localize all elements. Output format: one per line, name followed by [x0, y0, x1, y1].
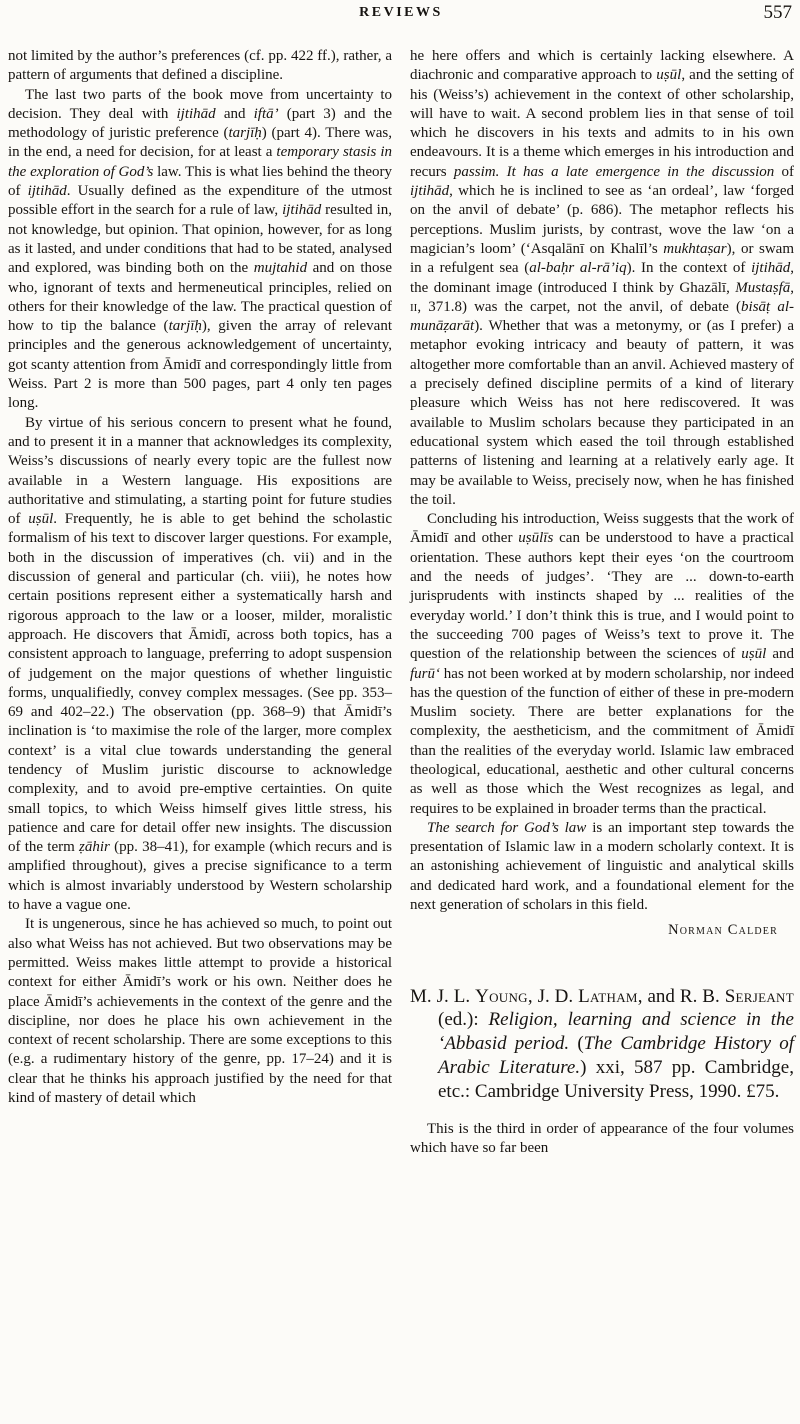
two-column-text-block	[8, 47, 794, 1158]
running-head-title: REVIEWS	[359, 5, 443, 20]
paragraph: The last two parts of the book move from uncertainty to decision. They deal with ijtihād and iftā’ (part 3) and the methodology of juristic preference (tarjīḥ) (part 4). There was, in the end, a need for decision, for at least a temporary stasis in the exploration of God’s law. This is what lies behind the theory of ijtihād. Usually defined as the expenditure of the utmost possible effort in the search for a rule of law, ijtihād resulted in, not knowledge, but opinion. That opinion, however, for as long as it lasted, and under conditions that had to be stated, analysed and explored, was binding both on the mujtahid and on those who, ignorant of texts and hermeneutical principles, relied on others for their knowledge of the law. The practical question of how to tip the balance (tarjīḥ), given the array of relevant principles and the generous acknowledgement of uncertainty, got scanty attention from Āmidī and correspondingly little from Weiss. Part 2 is more than 500 pages, part 4 only ten pages long.	[8, 86, 393, 412]
paragraph: By virtue of his serious concern to present what he found, and to present it in a manner that acknowledges its complexity, Weiss’s discussions of nearly every topic are the fullest now available in a Western language. His expositions are authoritative and stimulating, a starting point for future studies of uṣūl. Frequently, he is able to get behind the scholastic formalism of his text to discover larger questions. For example, both in the discussion of imperatives (ch. vii) and in the discussion of general and particular (ch. viii), he notes how certain positions represent either a systematically harsh and rigorous approach to the law or a looser, milder, moralistic approach. He discovers that Āmidī, across both topics, has a consistent approach to language, preferring to adopt suspension of judgement on the major questions of whether linguistic forms, unqualifiedly, convey complex messages. (See pp. 353–69 and 402–22.) The observation (pp. 368–9) that Āmidī’s inclination is ‘to maximise the role of the larger, more complex context’ is a vital clue towards understanding the general tendency of Muslim juristic discourse to acknowledge complexity, and to avoid pre-emptive certainties. On quite small topics, to which Weiss himself gives little stress, his patience and care for detail offer new insights. The discussion of the term ẓāhir (pp. 38–41), for example (which recurs and is amplified throughout), gives a precise significance to a term which is almost invariably understood by Western scholarship to have a vague one.	[8, 414, 392, 914]
next-review-opening	[410, 1120, 794, 1159]
reviewer-signature: Norman Calder	[668, 922, 778, 939]
paragraph: It is ungenerous, since he has achieved so much, to point out also what Weiss has not achieved. But two observations may be permitted. Weiss makes little attempt to provide a historical context for either Āmidī’s work or his own. Neither does he place Āmidī’s achievements in the context of the genre and the discipline, nor does he place his own achievement in the context of recent scholarship. There are some exceptions to this (e.g. a rudimentary history of the genre, pp. 17–24) and it is clear that he thinks his approach justified by the need for that kind of mastery of detail which	[8, 916, 392, 1107]
paragraph: Concluding his introduction, Weiss suggests that the work of Āmidī and other uṣūlīs can be understood to have a practical orientation. These authors kept their eyes ‘on the courtroom and the needs of judges’. ‘They are ... down-to-earth jurisprudents with instincts shaped by ... realities of the everyday world.’ I don’t think this is true, and I would point to the succeeding 700 pages of Weiss’s text to prove it. The question of the relationship between the sciences of uṣūl and furū‘ has not been worked at by modern scholarship, nor indeed has the question of the function of either of these in pre-modern Muslim society. There are better explanations for the complexity, the aestheticism, and the commitment of Āmidī than the realities of the everyday world. Islamic law embraced theological, educational, aesthetic and other cultural concerns as well as those which the West recognizes as legal, and requires to be explained in broader terms than the practical.	[410, 511, 794, 817]
page-number: 557	[763, 2, 792, 23]
book-citation-heading: M. J. L. Young, J. D. Latham, and R. B. Serjeant (ed.): Religion, learning and science in the ‘Abbasid period. (The Cambridge History of Arabic Literature.) xxi, 587 pp. Cambridge, etc.: Cambridge University Press, 1990. £75.	[410, 985, 795, 1102]
running-head	[8, 2, 794, 23]
calder-review-continuation	[410, 47, 794, 915]
paragraph: The search for God’s law is an important step towards the presentation of Islamic law in a modern scholarly context. It is an astonishing achievement of linguistic and analytical skills and dedicated hard work, and a foundational element for the next generation of scholars in this field.	[410, 819, 795, 914]
paragraph: he here offers and which is certainly lacking elsewhere. A diachronic and comparative approach to uṣūl, and the setting of his (Weiss’s) achievement in the context of other scholarship, will have to wait. A second problem lies in that sense of toil which he discovers in his texts and admits to in his own endeavours. It is a theme which emerges in his introduction and recurs passim. It has a late emergence in the discussion of ijtihād, which he is inclined to see as ‘an ordeal’, law ‘forged on the anvil of debate’ (p. 686). The metaphor reflects his perceptions. Muslim jurists, by contrast, wove the law ‘on a magician’s loom’ (‘Asqalānī on Khalīl’s mukhtaṣar), or swam in a refulgent sea (al-baḥr al-rā’iq). In the context of ijtihād, the dominant image (introduced I think by Ghazālī, Mustaṣfā, ii, 371.8) was the carpet, not the anvil, of debate (bisāṭ al-munāẓarāt). Whether that was a metonymy, or (as I prefer) a metaphor evoking intricacy and beauty of pattern, it was altogether more comfortable than an anvil. Achieved mastery of a precisely defined discipline permits of a kind of literary pleasure which Weiss has not here rediscovered. It was available to Muslim scholars because they participated in an educational system which eased the toil through established patterns of listening and learning at a relatively early age. It may be available to Weiss, precisely now, when he has finished the toil.	[410, 48, 794, 508]
paragraph: This is the third in order of appearance of the four volumes which have so far been	[410, 1120, 794, 1156]
right-column	[410, 47, 794, 1158]
paragraph: not limited by the author’s preferences (cf. pp. 422 ff.), rather, a pattern of arguments that defined a discipline.	[8, 48, 392, 84]
left-column	[8, 47, 392, 1158]
